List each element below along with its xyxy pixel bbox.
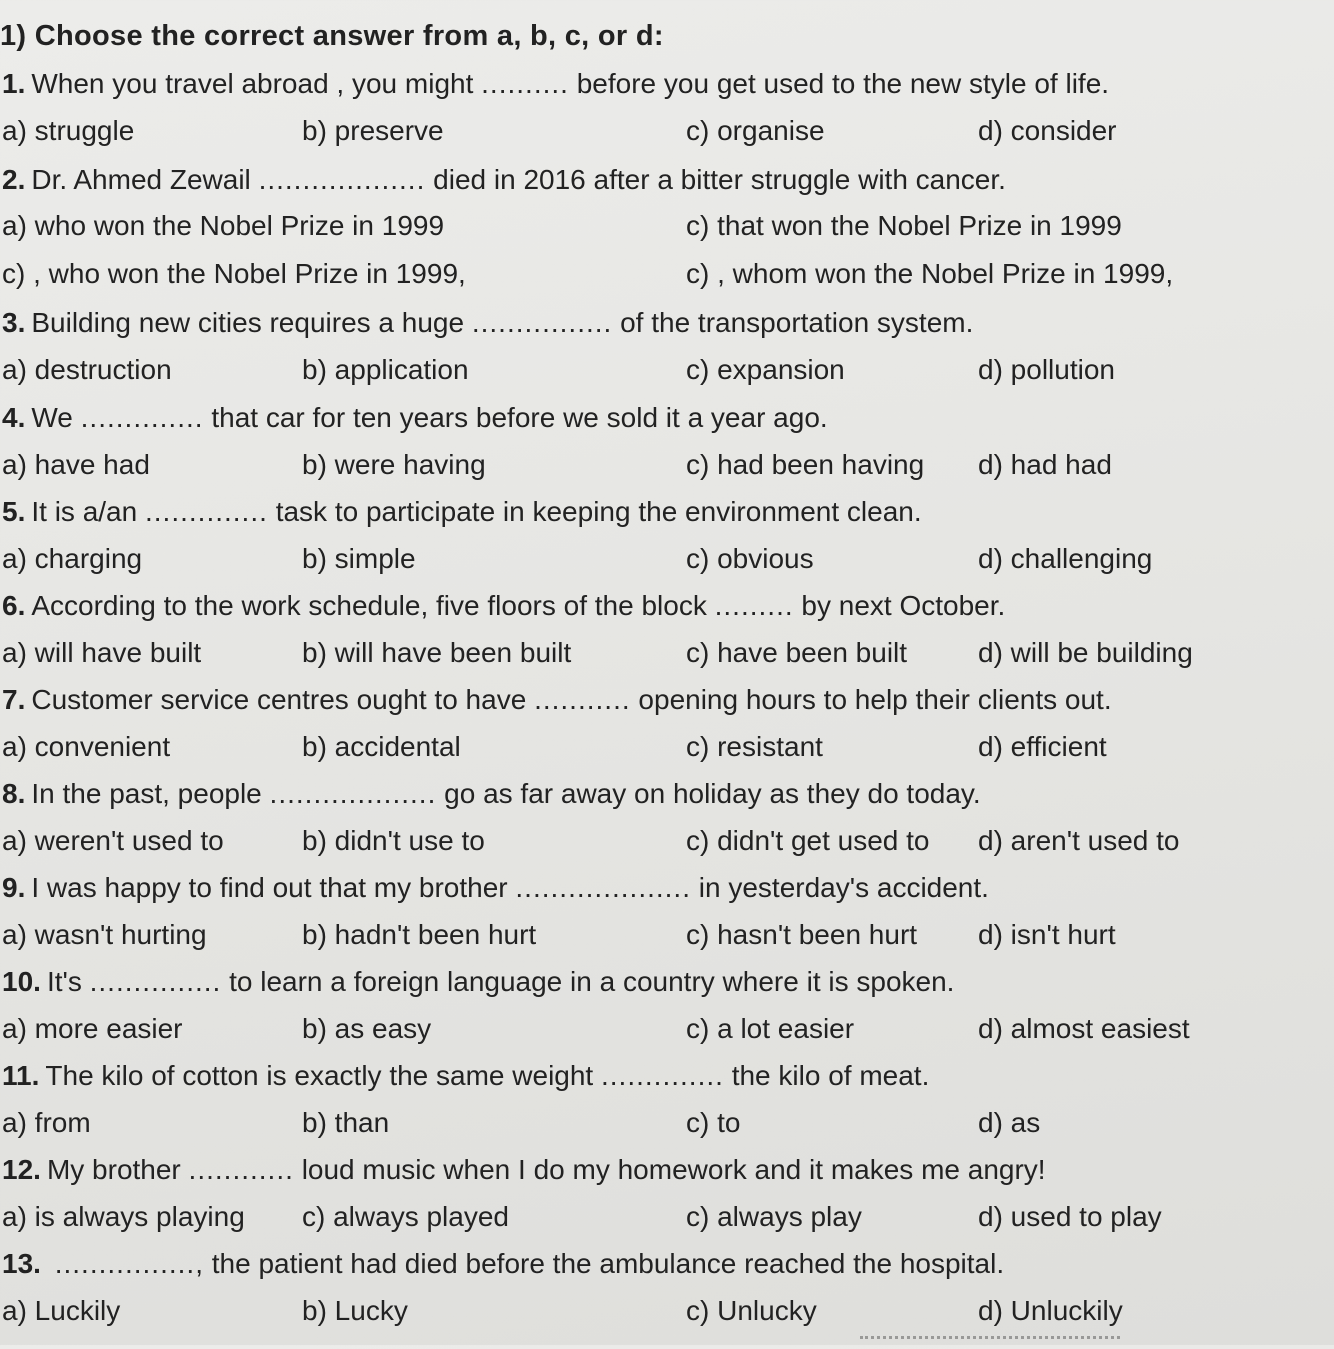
answer-option[interactable]: d) aren't used to (978, 825, 1180, 856)
question-10 (2, 966, 1332, 998)
answer-option[interactable]: d) almost easiest (978, 1013, 1190, 1044)
answer-option[interactable]: a) charging (2, 543, 143, 574)
question-9 (2, 872, 1332, 904)
answer-option[interactable]: d) consider (978, 115, 1117, 146)
question-8 (2, 778, 1332, 810)
options-row (2, 354, 1332, 390)
options-row (2, 731, 1332, 767)
worksheet-heading: 1) Choose the correct answer from a, b, c, or d: (0, 20, 664, 52)
answer-option[interactable]: a) Luckily (2, 1295, 121, 1326)
question-text-before: The kilo of cotton is exactly the same weight (45, 1060, 594, 1091)
answer-option[interactable]: b) preserve (302, 115, 444, 146)
answer-option[interactable]: b) hadn't been hurt (302, 919, 537, 950)
question-text-after: in yesterday's accident. (698, 872, 989, 903)
answer-blank: .......... (481, 68, 569, 99)
question-5 (2, 496, 1332, 528)
options-row (2, 1013, 1332, 1049)
question-text-before: It is a/an (31, 496, 138, 527)
question-text-before: We (31, 402, 73, 433)
question-text-after: task to participate in keeping the environment clean. (275, 496, 922, 527)
answer-option[interactable]: d) will be building (978, 637, 1193, 668)
question-text-before: Dr. Ahmed Zewail (31, 164, 251, 195)
options-row (2, 637, 1332, 673)
answer-option[interactable]: d) had had (978, 449, 1112, 480)
answer-option[interactable]: c) always play (686, 1201, 862, 1232)
question-text-before: When you travel abroad , you might (31, 68, 474, 99)
answer-option[interactable]: a) will have built (2, 637, 202, 668)
answer-option[interactable]: a) from (2, 1107, 91, 1138)
answer-blank: ................... (258, 164, 426, 195)
answer-option[interactable]: a) destruction (2, 354, 172, 385)
question-text-after: to learn a foreign language in a country where it is spoken. (229, 966, 955, 997)
options-row (2, 825, 1332, 861)
answer-option[interactable]: c) that won the Nobel Prize in 1999 (686, 210, 1122, 241)
question-12 (2, 1154, 1332, 1186)
answer-option[interactable]: a) who won the Nobel Prize in 1999 (2, 210, 445, 241)
question-text-before: Building new cities requires a huge (31, 307, 465, 338)
answer-blank: ............ (188, 1154, 294, 1185)
answer-option[interactable]: c) a lot easier (686, 1013, 855, 1044)
question-text-before: Customer service centres ought to have (31, 684, 527, 715)
question-6 (2, 590, 1332, 622)
question-text-after: that car for ten years before we sold it a year ago. (211, 402, 828, 433)
answer-option[interactable]: d) pollution (978, 354, 1115, 385)
question-number: 10. (2, 966, 41, 997)
question-number: 6. (2, 590, 26, 621)
answer-option[interactable]: d) efficient (978, 731, 1107, 762)
question-text-before: According to the work schedule, five floors of the block (31, 590, 707, 621)
question-number: 9. (2, 872, 26, 903)
options-row (2, 115, 1332, 151)
question-4 (2, 402, 1332, 434)
question-text-after: go as far away on holiday as they do today. (444, 778, 981, 809)
answer-option[interactable]: a) convenient (2, 731, 171, 762)
question-text-after: the kilo of meat. (731, 1060, 930, 1091)
answer-option[interactable]: c) hasn't been hurt (686, 919, 918, 950)
answer-option[interactable]: c) to (686, 1107, 741, 1138)
question-3 (2, 307, 1332, 339)
question-text-after: opening hours to help their clients out. (638, 684, 1112, 715)
answer-option[interactable]: c) didn't get used to (686, 825, 930, 856)
question-text-after: before you get used to the new style of life. (576, 68, 1110, 99)
question-number: 1. (2, 68, 26, 99)
question-number: 2. (2, 164, 26, 195)
options-row (2, 258, 1332, 294)
question-2 (2, 164, 1332, 196)
answer-option[interactable]: b) as easy (302, 1013, 432, 1044)
question-text-after: loud music when I do my homework and it makes me angry! (301, 1154, 1046, 1185)
question-7 (2, 684, 1332, 716)
answer-option[interactable]: b) than (302, 1107, 390, 1138)
answer-option[interactable]: b) were having (302, 449, 486, 480)
question-13 (2, 1248, 1332, 1280)
question-text-before: My brother (46, 1154, 181, 1185)
question-text-after: by next October. (801, 590, 1006, 621)
options-row (2, 449, 1332, 485)
answer-blank: ................ (471, 307, 613, 338)
answer-option[interactable]: b) application (302, 354, 469, 385)
question-text-after: died in 2016 after a bitter struggle with cancer. (433, 164, 1006, 195)
answer-option[interactable]: d) isn't hurt (978, 919, 1116, 950)
answer-option[interactable]: c) always played (302, 1201, 509, 1232)
answer-option[interactable]: c) , who won the Nobel Prize in 1999, (2, 258, 466, 289)
answer-option[interactable]: b) Lucky (302, 1295, 408, 1326)
question-number: 13. (2, 1248, 41, 1279)
question-number: 7. (2, 684, 26, 715)
answer-blank: .............. (601, 1060, 724, 1091)
question-number: 4. (2, 402, 26, 433)
question-text-before: In the past, people (31, 778, 262, 809)
answer-option[interactable]: c) resistant (686, 731, 823, 762)
cut-off-text-line (860, 1336, 1120, 1349)
answer-option[interactable]: c) , whom won the Nobel Prize in 1999, (686, 258, 1174, 289)
options-row (2, 543, 1332, 579)
options-row (2, 1201, 1332, 1237)
answer-option[interactable]: c) had been having (686, 449, 925, 480)
answer-blank: ........... (534, 684, 631, 715)
answer-option[interactable]: b) will have been built (302, 637, 572, 668)
answer-option[interactable]: d) as (978, 1107, 1041, 1138)
answer-blank: .............. (80, 402, 204, 433)
question-1 (2, 68, 1332, 100)
question-text-after: the patient had died before the ambulance reached the hospital. (211, 1248, 1005, 1279)
options-row (2, 1107, 1332, 1143)
question-number: 11. (2, 1060, 40, 1091)
answer-option[interactable]: d) used to play (978, 1201, 1162, 1232)
answer-option[interactable]: a) wasn't hurting (2, 919, 207, 950)
options-row (2, 919, 1332, 955)
answer-option[interactable]: b) accidental (302, 731, 461, 762)
options-row (2, 1295, 1332, 1331)
question-number: 8. (2, 778, 26, 809)
options-row (2, 210, 1332, 246)
answer-option[interactable]: a) more easier (2, 1013, 183, 1044)
answer-option[interactable]: a) have had (2, 449, 150, 480)
question-text-before: It's (46, 966, 82, 997)
answer-option[interactable]: a) is always playing (2, 1201, 245, 1232)
answer-option[interactable]: d) Unluckily (978, 1295, 1123, 1326)
question-number: 12. (2, 1154, 41, 1185)
answer-blank: ................... (269, 778, 437, 809)
answer-option[interactable]: c) expansion (686, 354, 845, 385)
answer-option[interactable]: b) simple (302, 543, 416, 574)
answer-option[interactable]: c) organise (686, 115, 825, 146)
question-number: 3. (2, 307, 26, 338)
question-number: 5. (2, 496, 26, 527)
answer-option[interactable]: a) weren't used to (2, 825, 224, 856)
answer-blank: .................... (515, 872, 691, 903)
answer-option[interactable]: d) challenging (978, 543, 1153, 574)
answer-option[interactable]: b) didn't use to (302, 825, 485, 856)
answer-blank: ......... (714, 590, 794, 621)
question-text-before: I was happy to find out that my brother (31, 872, 508, 903)
answer-option[interactable]: a) struggle (2, 115, 135, 146)
answer-blank: .............. (144, 496, 268, 527)
answer-option[interactable]: c) obvious (686, 543, 814, 574)
answer-option[interactable]: c) Unlucky (686, 1295, 817, 1326)
question-text-after: of the transportation system. (620, 307, 974, 338)
question-11 (2, 1060, 1332, 1092)
answer-option[interactable]: c) have been built (686, 637, 908, 668)
answer-blank: ............... (89, 966, 222, 997)
answer-blank: ................, (54, 1248, 204, 1279)
